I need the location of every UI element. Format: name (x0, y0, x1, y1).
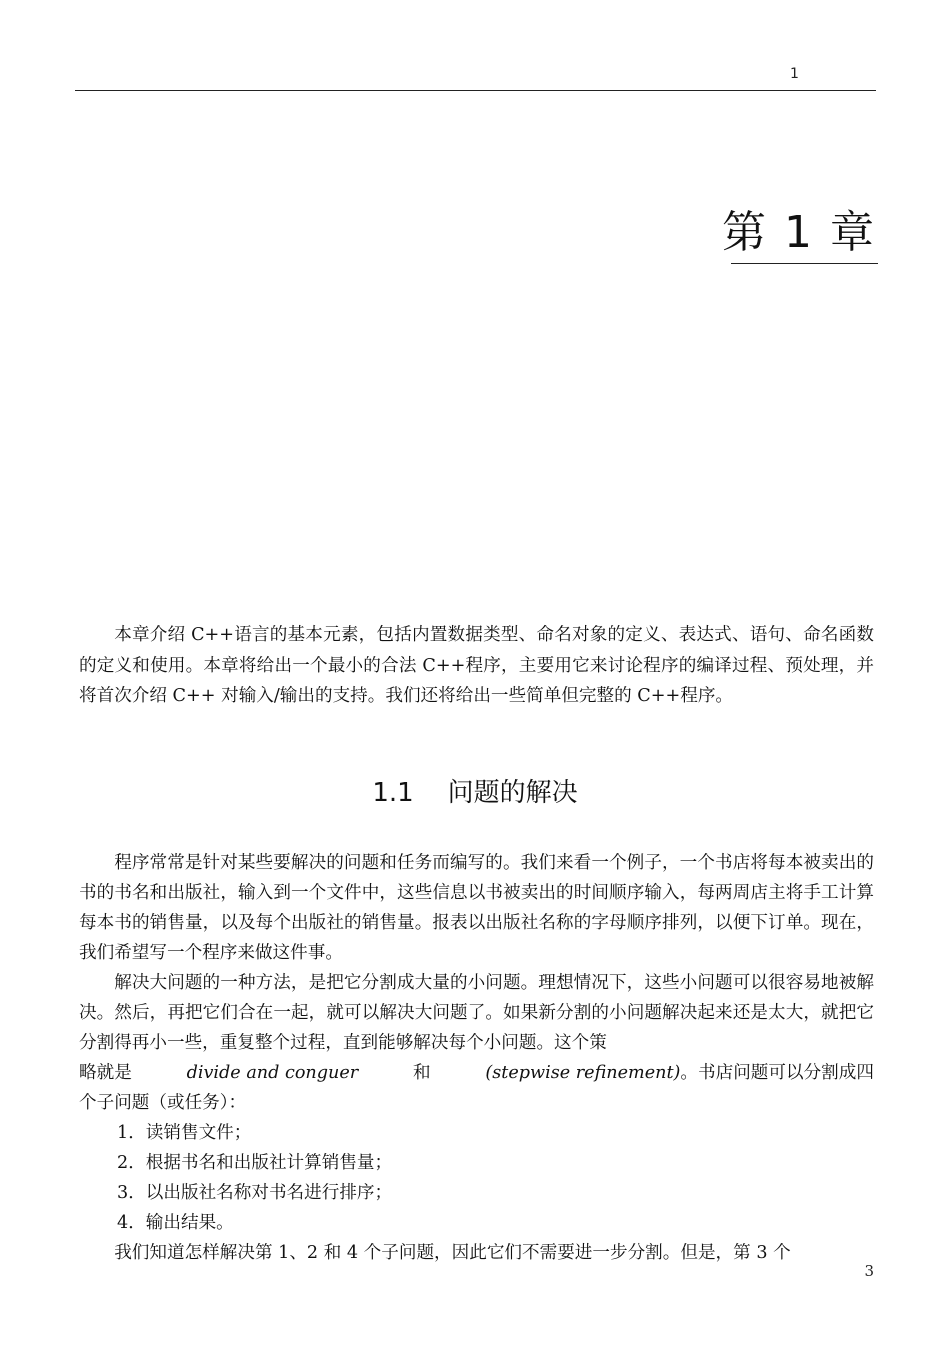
body-paragraph-2: 解决大问题的一种方法，是把它分割成大量的小问题。理想情况下，这些小问题可以很容易地被解决。然后，再把它们合在一起，就可以解决大问题了。如果新分割的小问题解决起来还是太大，就把它分割得再小一些，重复整个过程，直到能够解决每个小问题。这个策 (79, 973, 874, 1053)
header-rule (75, 90, 876, 91)
section-body (79, 848, 874, 1268)
strategy-and: 和 (412, 1063, 431, 1083)
chapter-title: 第 1 章 (722, 207, 876, 258)
chapter-title-underline (731, 263, 878, 264)
strategy-prefix: 略就是 (79, 1063, 132, 1083)
strategy-term-group (485, 1058, 874, 1088)
body-paragraph-1: 程序常常是针对某些要解决的问题和任务而编写的。我们来看一个例子，一个书店将每本被卖出的书的书名和出版社，输入到一个文件中，这些信息以书被卖出的时间顺序输入，每两周店主将手工计算每本书的销售量，以及每个出版社的销售量。报表以出版社名称的字母顺序排列，以便下订单。现在，我们希望写一个程序来做这件事。 (79, 853, 874, 963)
list-item: 3．以出版社名称对书名进行排序； (117, 1183, 393, 1203)
strategy-suffix: 。书店问题可以分割成四 (680, 1063, 874, 1083)
strategy-term-stepwise: (stepwise refinement) (485, 1063, 681, 1083)
footer-page-number: 3 (864, 1262, 874, 1280)
strategy-line (79, 1058, 874, 1088)
section-heading (0, 772, 950, 809)
list-item: 1．读销售文件； (117, 1123, 252, 1143)
section-number: 1.1 (372, 778, 414, 808)
header-page-number: 1 (790, 66, 799, 82)
strategy-term-divide: divide and conguer (186, 1063, 359, 1083)
list-item: 4．输出结果。 (117, 1213, 234, 1233)
body-paragraph-3: 我们知道怎样解决第 1、2 和 4 个子问题，因此它们不需要进一步分割。但是，第 3 个 (114, 1243, 791, 1263)
section-title-text: 问题的解决 (447, 778, 578, 808)
list-item: 2．根据书名和出版社计算销售量； (117, 1153, 393, 1173)
body-paragraph-2-end: 个子问题（或任务）： (79, 1093, 247, 1113)
chapter-intro-paragraph: 本章介绍 C++语言的基本元素，包括内置数据类型、命名对象的定义、表达式、语句、命名函数的定义和使用。本章将给出一个最小的合法 C++程序，主要用它来讨论程序的编译过程、预处理，并将首次介绍 C++ 对输入/输出的支持。我们还将给出一些简单但完整的 C++程序。 (79, 625, 874, 706)
